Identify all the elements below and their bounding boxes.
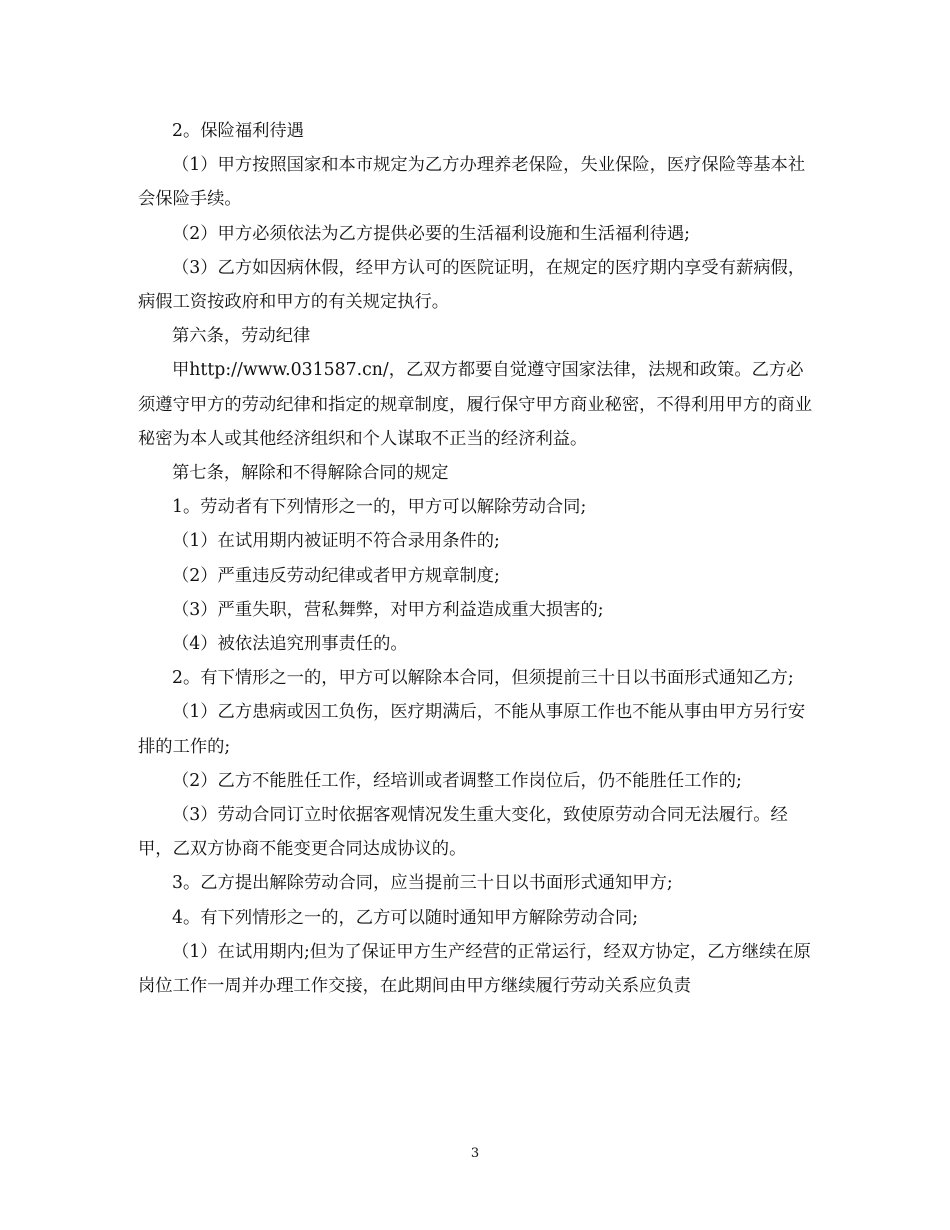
paragraph-termination-4-item-1: （1）在试用期内;但为了保证甲方生产经营的正常运行，经双方协定，乙方继续在原岗位工作一周并办理工作交接，在此期间由甲方继续履行劳动关系应负责	[138, 941, 811, 997]
paragraph-termination-1: 1。劳动者有下列情形之一的，甲方可以解除劳动合同;	[172, 497, 587, 518]
paragraph-termination-2: 2。有下情形之一的，甲方可以解除本合同，但须提前三十日以书面形式通知乙方;	[172, 668, 794, 689]
paragraph-termination-3: 3。乙方提出解除劳动合同，应当提前三十日以书面形式通知甲方;	[172, 873, 673, 894]
paragraph-insurance-item-1: （1）甲方按照国家和本市规定为乙方办理养老保险，失业保险，医疗保险等基本社会保险手续。	[138, 155, 806, 210]
paragraph-insurance-item-2: （2）甲方必须依法为乙方提供必要的生活福利设施和生活福利待遇;	[172, 223, 690, 244]
paragraph-termination-1-item-3: （3）严重失职，营私舞弊，对甲方利益造成重大损害的;	[172, 599, 604, 620]
paragraph-article-6-heading: 第六条，劳动纪律	[172, 326, 311, 347]
paragraph-termination-2-item-2: （2）乙方不能胜任工作，经培训或者调整工作岗位后，仍不能胜任工作的;	[172, 770, 742, 791]
paragraph-termination-1-item-1: （1）在试用期内被证明不符合录用条件的;	[172, 531, 500, 552]
paragraph-termination-1-item-2: （2）严重违反劳动纪律或者甲方规章制度;	[172, 565, 500, 586]
paragraph-article-7-heading: 第七条，解除和不得解除合同的规定	[172, 463, 449, 484]
paragraph-termination-2-item-1: （1）乙方患病或因工负伤，医疗期满后，不能从事原工作也不能从事由甲方另行安排的工作的;	[138, 702, 806, 757]
paragraph-termination-1-item-4: （4）被依法追究刑事责任的。	[172, 634, 408, 655]
paragraph-insurance-item-3: （3）乙方如因病休假，经甲方认可的医院证明，在规定的医疗期内享受有薪病假，病假工资按政府和甲方的有关规定执行。	[138, 257, 806, 313]
paragraph-termination-4: 4。有下列情形之一的，乙方可以随时通知甲方解除劳动合同;	[172, 907, 639, 928]
document-body	[138, 114, 814, 1003]
paragraph-article-6-body: 甲http://www.031587.cn/，乙双方都要自觉遵守国家法律，法规和政策。乙方必须遵守甲方的劳动纪律和指定的规章制度，履行保守甲方商业秘密，不得利用甲方的商业秘密为本人或其他经济组织和个人谋取不正当的经济利益。	[138, 360, 812, 449]
page-number: 3	[470, 1146, 480, 1161]
paragraph-termination-2-item-3: （3）劳动合同订立时依据客观情况发生重大变化，致使原劳动合同无法履行。经甲，乙双方协商不能变更合同达成协议的。	[138, 805, 788, 860]
paragraph-insurance-heading: 2。保险福利待遇	[172, 121, 304, 141]
